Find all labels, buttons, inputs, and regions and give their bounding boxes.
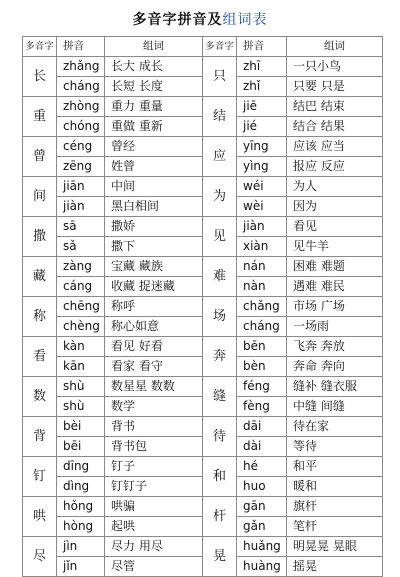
polyphone-char: 难 bbox=[203, 257, 237, 297]
pinyin-cell: fèng bbox=[237, 397, 287, 417]
words-cell: 姓曾 bbox=[105, 157, 203, 177]
pinyin-cell: jiān bbox=[57, 177, 105, 197]
polyphone-char: 哄 bbox=[23, 497, 57, 537]
polyphone-char: 为 bbox=[203, 177, 237, 217]
pinyin-cell: gān bbox=[237, 497, 287, 517]
polyphone-char: 背 bbox=[23, 417, 57, 457]
words-cell: 数星星 数数 bbox=[105, 377, 203, 397]
pinyin-cell: kān bbox=[57, 357, 105, 377]
title-main: 多音字拼音及 bbox=[132, 12, 223, 28]
table-row bbox=[23, 217, 383, 237]
words-cell: 撒下 bbox=[105, 237, 203, 257]
polyphone-char: 结 bbox=[203, 97, 237, 137]
table-row bbox=[23, 417, 383, 437]
words-cell: 和平 bbox=[287, 457, 383, 477]
words-cell: 尽管 bbox=[105, 557, 203, 577]
pinyin-cell: nán bbox=[237, 257, 287, 277]
pinyin-cell: chóng bbox=[57, 117, 105, 137]
pinyin-cell: jiàn bbox=[57, 197, 105, 217]
words-cell: 数学 bbox=[105, 397, 203, 417]
pinyin-cell: huo bbox=[237, 477, 287, 497]
table-row bbox=[23, 457, 383, 477]
pinyin-cell: huǎng bbox=[237, 537, 287, 557]
words-cell: 摇晃 bbox=[287, 557, 383, 577]
words-cell: 明晃晃 晃眼 bbox=[287, 537, 383, 557]
header-pinyin-right: 拼音 bbox=[237, 37, 287, 57]
pinyin-cell: gǎn bbox=[237, 517, 287, 537]
pinyin-cell: zēng bbox=[57, 157, 105, 177]
words-cell: 中间 bbox=[105, 177, 203, 197]
pinyin-cell: hǒng bbox=[57, 497, 105, 517]
pinyin-cell: yīng bbox=[237, 137, 287, 157]
polyphone-char: 钉 bbox=[23, 457, 57, 497]
words-cell: 钉钉子 bbox=[105, 477, 203, 497]
pinyin-cell: chèng bbox=[57, 317, 105, 337]
pinyin-cell: jǐn bbox=[57, 557, 105, 577]
header-words-right: 组词 bbox=[287, 37, 383, 57]
words-cell: 黑白相间 bbox=[105, 197, 203, 217]
words-cell: 收藏 捉迷藏 bbox=[105, 277, 203, 297]
polyphone-char: 间 bbox=[23, 177, 57, 217]
table-row bbox=[23, 377, 383, 397]
pinyin-cell: hé bbox=[237, 457, 287, 477]
pinyin-cell: dìng bbox=[57, 477, 105, 497]
pinyin-cell: bèn bbox=[237, 357, 287, 377]
pinyin-cell: kàn bbox=[57, 337, 105, 357]
polyphone-char: 藏 bbox=[23, 257, 57, 297]
words-cell: 市场 广场 bbox=[287, 297, 383, 317]
words-cell: 因为 bbox=[287, 197, 383, 217]
table-row bbox=[23, 137, 383, 157]
pinyin-cell: jiàn bbox=[237, 217, 287, 237]
words-cell: 缝补 缝衣服 bbox=[287, 377, 383, 397]
words-cell: 看见 好看 bbox=[105, 337, 203, 357]
words-cell: 待在家 bbox=[287, 417, 383, 437]
pinyin-cell: jié bbox=[237, 117, 287, 137]
words-cell: 背书 bbox=[105, 417, 203, 437]
polyphone-char: 尽 bbox=[23, 537, 57, 577]
pinyin-cell: sǎ bbox=[57, 237, 105, 257]
pinyin-cell: jiē bbox=[237, 97, 287, 117]
words-cell: 遇难 难民 bbox=[287, 277, 383, 297]
words-cell: 一场雨 bbox=[287, 317, 383, 337]
words-cell: 重做 重新 bbox=[105, 117, 203, 137]
header-pinyin-left: 拼音 bbox=[57, 37, 105, 57]
table-row bbox=[23, 177, 383, 197]
pinyin-cell: dāi bbox=[237, 417, 287, 437]
polyphone-char: 曾 bbox=[23, 137, 57, 177]
words-cell: 等待 bbox=[287, 437, 383, 457]
words-cell: 尽力 用尽 bbox=[105, 537, 203, 557]
words-cell: 看见 bbox=[287, 217, 383, 237]
pinyin-cell: xiàn bbox=[237, 237, 287, 257]
polyphone-char: 数 bbox=[23, 377, 57, 417]
words-cell: 报应 反应 bbox=[287, 157, 383, 177]
words-cell: 结合 结果 bbox=[287, 117, 383, 137]
polyphone-char: 重 bbox=[23, 97, 57, 137]
pinyin-cell: chēng bbox=[57, 297, 105, 317]
words-cell: 结巴 结束 bbox=[287, 97, 383, 117]
pinyin-cell: zhòng bbox=[57, 97, 105, 117]
pinyin-cell: zhǐ bbox=[237, 77, 287, 97]
words-cell: 看家 看守 bbox=[105, 357, 203, 377]
words-cell: 笔杆 bbox=[287, 517, 383, 537]
words-cell: 为人 bbox=[287, 177, 383, 197]
pinyin-cell: huàng bbox=[237, 557, 287, 577]
polyphone-char: 应 bbox=[203, 137, 237, 177]
table-row bbox=[23, 97, 383, 117]
page-title bbox=[0, 8, 400, 32]
pinyin-cell: jìn bbox=[57, 537, 105, 557]
pinyin-cell: cháng bbox=[57, 77, 105, 97]
words-cell: 暖和 bbox=[287, 477, 383, 497]
pinyin-cell: féng bbox=[237, 377, 287, 397]
pinyin-cell: hòng bbox=[57, 517, 105, 537]
words-cell: 宝藏 藏族 bbox=[105, 257, 203, 277]
pinyin-cell: wèi bbox=[237, 197, 287, 217]
table-row bbox=[23, 257, 383, 277]
table-row bbox=[23, 57, 383, 77]
words-cell: 长大 成长 bbox=[105, 57, 203, 77]
pinyin-cell: dīng bbox=[57, 457, 105, 477]
pinyin-cell: bèi bbox=[57, 417, 105, 437]
polyphone-char: 晃 bbox=[203, 537, 237, 577]
words-cell: 中缝 间缝 bbox=[287, 397, 383, 417]
polyphone-char: 缝 bbox=[203, 377, 237, 417]
words-cell: 背书包 bbox=[105, 437, 203, 457]
words-cell: 旗杆 bbox=[287, 497, 383, 517]
pinyin-cell: zhǎng bbox=[57, 57, 105, 77]
words-cell: 应该 应当 bbox=[287, 137, 383, 157]
polyphone-char: 只 bbox=[203, 57, 237, 97]
words-cell: 只要 只是 bbox=[287, 77, 383, 97]
pinyin-cell: nàn bbox=[237, 277, 287, 297]
words-cell: 困难 难题 bbox=[287, 257, 383, 277]
polyphone-char: 场 bbox=[203, 297, 237, 337]
pinyin-cell: bēn bbox=[237, 337, 287, 357]
polyphone-char: 看 bbox=[23, 337, 57, 377]
header-char-left: 多音字 bbox=[23, 37, 57, 57]
words-cell: 飞奔 奔放 bbox=[287, 337, 383, 357]
words-cell: 奔命 奔向 bbox=[287, 357, 383, 377]
table-row bbox=[23, 537, 383, 557]
polyphone-char: 撒 bbox=[23, 217, 57, 257]
words-cell: 钉子 bbox=[105, 457, 203, 477]
words-cell: 长短 长度 bbox=[105, 77, 203, 97]
pinyin-cell: sā bbox=[57, 217, 105, 237]
pinyin-cell: zàng bbox=[57, 257, 105, 277]
title-highlight: 组词表 bbox=[222, 12, 268, 28]
words-cell: 曾经 bbox=[105, 137, 203, 157]
table-row bbox=[23, 297, 383, 317]
header-row bbox=[23, 37, 383, 57]
polyphone-char: 和 bbox=[203, 457, 237, 497]
words-cell: 称心如意 bbox=[105, 317, 203, 337]
polyphone-table bbox=[22, 36, 383, 577]
polyphone-char: 称 bbox=[23, 297, 57, 337]
table-row bbox=[23, 497, 383, 517]
pinyin-cell: bēi bbox=[57, 437, 105, 457]
pinyin-cell: chǎng bbox=[237, 297, 287, 317]
pinyin-cell: zhī bbox=[237, 57, 287, 77]
pinyin-cell: yìng bbox=[237, 157, 287, 177]
table-body bbox=[23, 57, 383, 577]
words-cell: 一只小鸟 bbox=[287, 57, 383, 77]
header-words-left: 组词 bbox=[105, 37, 203, 57]
polyphone-char: 待 bbox=[203, 417, 237, 457]
pinyin-cell: cáng bbox=[57, 277, 105, 297]
polyphone-char: 杆 bbox=[203, 497, 237, 537]
words-cell: 见牛羊 bbox=[287, 237, 383, 257]
words-cell: 起哄 bbox=[105, 517, 203, 537]
pinyin-cell: shù bbox=[57, 377, 105, 397]
pinyin-cell: céng bbox=[57, 137, 105, 157]
words-cell: 哄骗 bbox=[105, 497, 203, 517]
words-cell: 撒娇 bbox=[105, 217, 203, 237]
words-cell: 称呼 bbox=[105, 297, 203, 317]
header-char-right: 多音字 bbox=[203, 37, 237, 57]
pinyin-cell: dài bbox=[237, 437, 287, 457]
pinyin-cell: wéi bbox=[237, 177, 287, 197]
words-cell: 重力 重量 bbox=[105, 97, 203, 117]
table-row bbox=[23, 337, 383, 357]
polyphone-char: 奔 bbox=[203, 337, 237, 377]
polyphone-char: 长 bbox=[23, 57, 57, 97]
pinyin-cell: shù bbox=[57, 397, 105, 417]
polyphone-char: 见 bbox=[203, 217, 237, 257]
pinyin-cell: cháng bbox=[237, 317, 287, 337]
